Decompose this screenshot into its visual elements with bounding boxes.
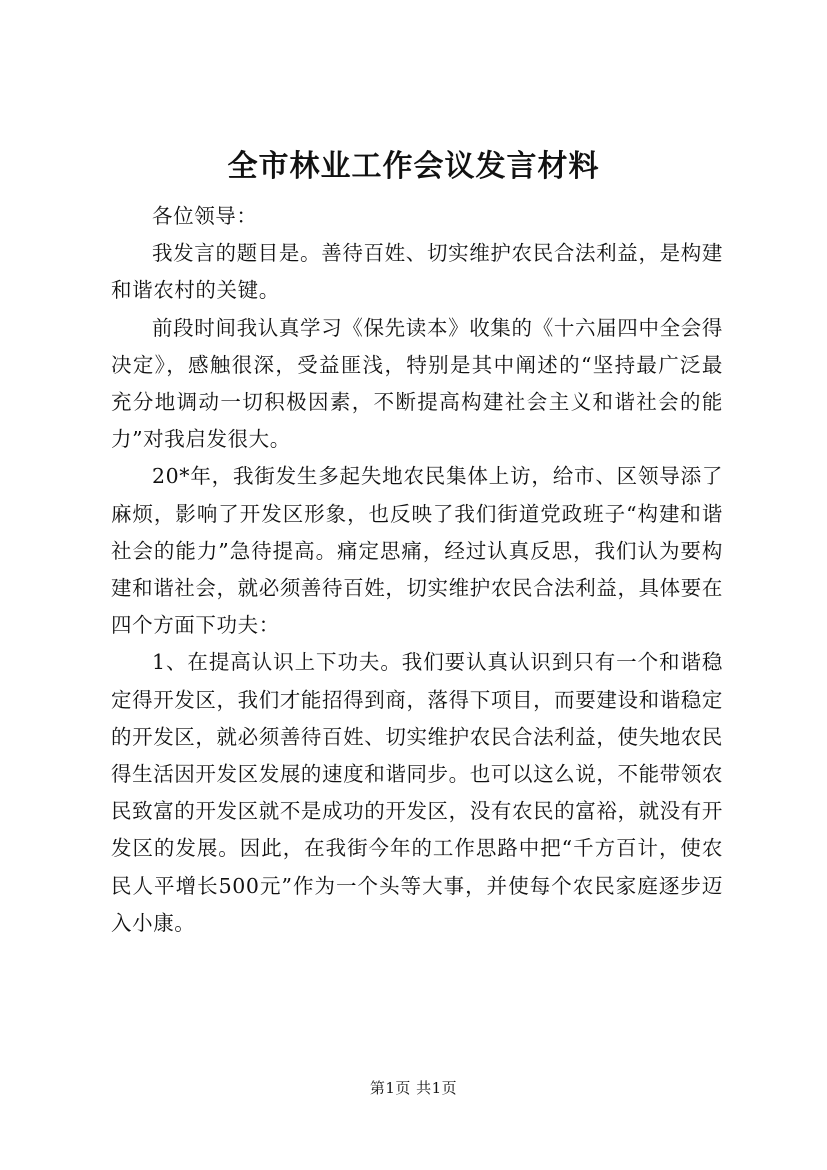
document-title: 全市林业工作会议发言材料 (227, 149, 600, 184)
paragraph-reflection: 20*年，我街发生多起失地农民集体上访，给市、区领导添了麻烦，影响了开发区形象，也反映了我们街道党政班子“构建和谐社会的能力”急待提高。痛定思痛，经过认真反思，我们认为要构建和谐社会，就必须善待百姓，切实维护农民合法利益，具体要在四个方面下功夫： (111, 464, 723, 638)
page-footer: 第1页 共1页 (369, 1079, 458, 1097)
document-body (111, 198, 723, 942)
paragraph-point-one: 1、在提高认识上下功夫。我们要认真认识到只有一个和谐稳定得开发区，我们才能招得到商，落得下项目，而要建设和谐稳定的开发区，就必须善待百姓、切实维护农民合法利益，使失地农民得生活因开发区发展的速度和谐同步。也可以这么说，不能带领农民致富的开发区就不是成功的开发区，没有农民的富裕，就没有开发区的发展。因此，在我街今年的工作思路中把“千方百计，使农民人平增长500元”作为一个头等大事，并使每个农民家庭逐步迈入小康。 (111, 650, 723, 935)
paragraph-salutation: 各位领导： (152, 204, 258, 228)
paragraph-study: 前段时间我认真学习《保先读本》收集的《十六届四中全会得决定》，感触很深，受益匪浅，特别是其中阐述的“坚持最广泛最充分地调动一切积极因素，不断提高构建社会主义和谐社会的能力”对我启发很大。 (111, 315, 723, 452)
paragraph-topic: 我发言的题目是。善待百姓、切实维护农民合法利益，是构建和谐农村的关键。 (111, 241, 723, 303)
